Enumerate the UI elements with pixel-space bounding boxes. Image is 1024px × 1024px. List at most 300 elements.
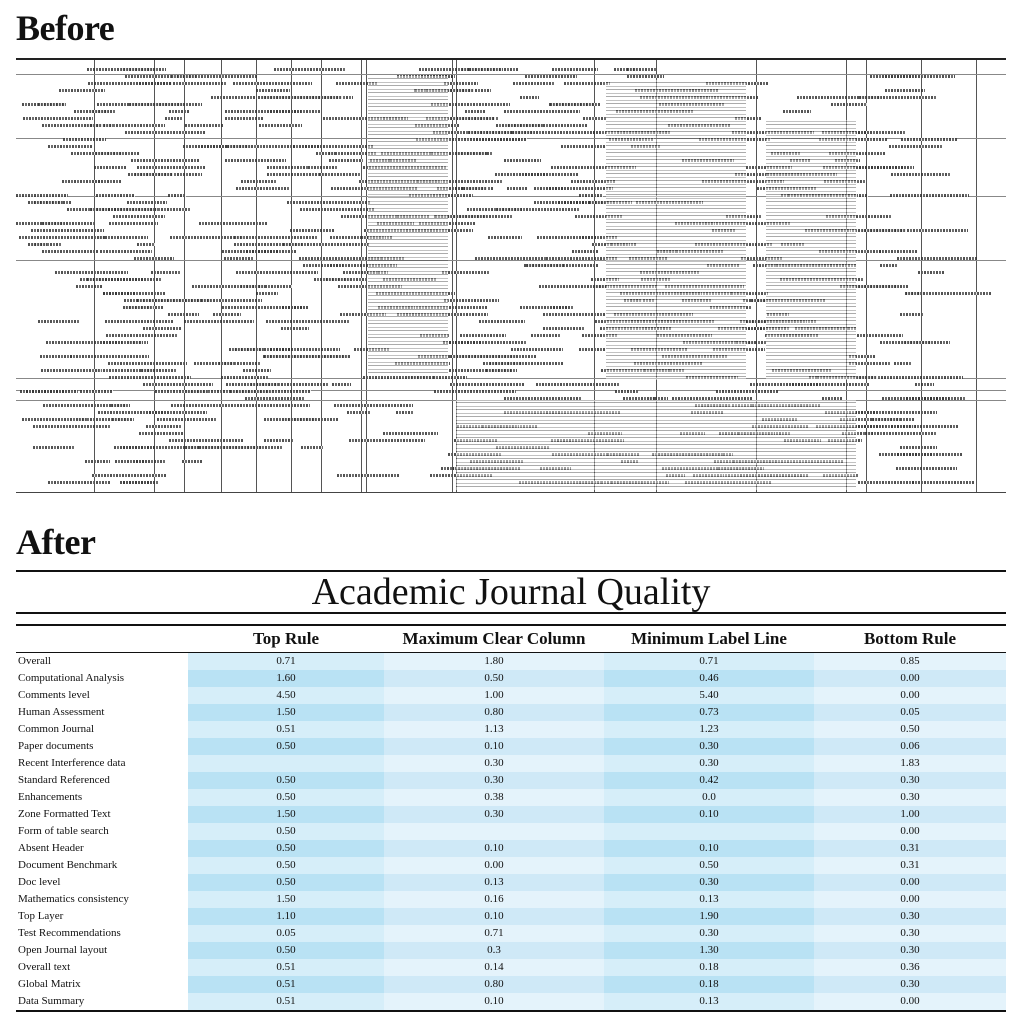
before-text-smudge	[128, 173, 173, 176]
row-label: Overall text	[18, 961, 71, 973]
table-cell: 0.51	[188, 993, 384, 1011]
table-cell: 0.30	[604, 874, 814, 891]
table-cell: 0.16	[384, 891, 604, 908]
before-text-smudge	[211, 96, 256, 99]
table-cell	[188, 755, 384, 772]
before-text-smudge	[918, 271, 944, 274]
table-cell: 0.51	[188, 959, 384, 976]
before-text-smudge	[38, 103, 66, 106]
table-cell: 0.50	[188, 942, 384, 959]
before-text-smudge	[465, 110, 486, 113]
before-text-smudge	[308, 166, 337, 169]
table-row	[16, 653, 1006, 671]
before-text-smudge	[151, 271, 180, 274]
before-dense-text-block	[766, 120, 856, 380]
before-scanned-table	[16, 58, 1006, 493]
before-text-smudge	[897, 257, 977, 260]
before-text-smudge	[230, 390, 311, 393]
before-text-smudge	[890, 194, 969, 197]
table-cell: 0.71	[604, 653, 814, 671]
before-text-smudge	[134, 257, 174, 260]
table-cell: 0.50	[188, 789, 384, 806]
before-text-smudge	[347, 411, 370, 414]
table-cell: 0.13	[384, 874, 604, 891]
before-dense-text-block	[368, 76, 448, 376]
before-text-smudge	[483, 362, 564, 365]
table-cell: 0.10	[384, 993, 604, 1011]
table-cell: 1.10	[188, 908, 384, 925]
before-text-smudge	[572, 250, 598, 253]
table-row	[16, 704, 1006, 721]
table-cell: 0.36	[814, 959, 1006, 976]
before-text-smudge	[256, 292, 278, 295]
before-text-smudge	[62, 180, 104, 183]
before-text-smudge	[267, 173, 325, 176]
before-text-smudge	[274, 68, 346, 71]
before-text-smudge	[103, 341, 143, 344]
before-text-smudge	[259, 124, 302, 127]
table-row	[16, 976, 1006, 993]
before-text-smudge	[136, 460, 166, 463]
before-text-smudge	[221, 376, 268, 379]
before-text-smudge	[240, 404, 310, 407]
before-text-smudge	[513, 82, 554, 85]
row-label: Data Summary	[18, 995, 85, 1007]
before-text-smudge	[905, 292, 991, 295]
before-text-smudge	[583, 117, 607, 120]
before-text-smudge	[915, 383, 934, 386]
before-text-smudge	[872, 418, 900, 421]
before-text-smudge	[59, 89, 105, 92]
table-cell: 0.80	[384, 704, 604, 721]
before-text-smudge	[885, 75, 916, 78]
before-text-smudge	[41, 369, 101, 372]
table-cell: 0.50	[604, 857, 814, 874]
before-text-smudge	[564, 82, 610, 85]
before-row-rule	[16, 260, 1006, 261]
before-text-smudge	[222, 306, 306, 309]
table-cell: 0.50	[188, 874, 384, 891]
before-text-smudge	[33, 425, 110, 428]
before-text-smudge	[266, 320, 349, 323]
before-text-smudge	[912, 481, 975, 484]
before-text-smudge	[894, 362, 912, 365]
before-text-smudge	[283, 243, 370, 246]
table-cell: 0.3	[384, 942, 604, 959]
before-text-smudge	[316, 152, 335, 155]
before-dense-text-block	[606, 80, 746, 380]
before-column-rule	[366, 60, 367, 492]
table-cell: 0.71	[384, 925, 604, 942]
row-label: Doc level	[18, 876, 61, 888]
before-text-smudge	[329, 159, 363, 162]
row-label: Paper documents	[18, 740, 94, 752]
table-row	[16, 738, 1006, 755]
before-text-smudge	[112, 418, 134, 421]
before-text-smudge	[579, 194, 603, 197]
before-text-smudge	[113, 215, 165, 218]
table-cell: 0.46	[604, 670, 814, 687]
table-cell: 0.00	[814, 687, 1006, 704]
before-text-smudge	[224, 257, 254, 260]
before-text-smudge	[123, 446, 154, 449]
table-cell: 0.00	[814, 823, 1006, 840]
table-cell: 1.50	[188, 806, 384, 823]
table-cell: 1.83	[814, 755, 1006, 772]
before-text-smudge	[334, 404, 413, 407]
before-text-smudge	[475, 257, 546, 260]
before-text-smudge	[168, 313, 199, 316]
before-text-smudge	[383, 432, 438, 435]
before-text-smudge	[226, 383, 279, 386]
row-label: Human Assessment	[18, 706, 105, 718]
before-text-smudge	[496, 124, 543, 127]
table-row	[16, 721, 1006, 738]
before-column-rule	[256, 60, 257, 492]
before-text-smudge	[199, 222, 267, 225]
clean-table	[16, 624, 1006, 1012]
before-text-smudge	[168, 194, 186, 197]
table-cell: 4.50	[188, 687, 384, 704]
row-label: Document Benchmark	[18, 859, 118, 871]
before-text-smudge	[94, 166, 126, 169]
before-text-smudge	[123, 481, 159, 484]
before-text-smudge	[885, 89, 925, 92]
before-text-smudge	[550, 103, 600, 106]
before-text-smudge	[194, 362, 235, 365]
before-text-smudge	[131, 159, 199, 162]
before-text-smudge	[184, 320, 254, 323]
table-row	[16, 789, 1006, 806]
row-label: Comments level	[18, 689, 90, 701]
before-text-smudge	[87, 278, 147, 281]
before-text-smudge	[526, 264, 564, 267]
table-cell: 1.80	[384, 653, 604, 671]
table-cell: 1.50	[188, 891, 384, 908]
before-text-smudge	[349, 439, 425, 442]
before-text-smudge	[103, 292, 135, 295]
table-cell: 0.50	[188, 823, 384, 840]
before-text-smudge	[236, 271, 265, 274]
before-text-smudge	[267, 166, 309, 169]
row-label: Open Journal layout	[18, 944, 108, 956]
before-column-rule	[321, 60, 322, 492]
row-label: Mathematics consistency	[18, 893, 129, 905]
before-text-smudge	[281, 327, 309, 330]
before-text-smudge	[213, 313, 241, 316]
before-text-smudge	[171, 75, 257, 78]
before-text-smudge	[146, 425, 181, 428]
before-text-smudge	[26, 390, 67, 393]
table-cell: 0.00	[814, 891, 1006, 908]
table-cell: 0.30	[814, 908, 1006, 925]
before-text-smudge	[363, 376, 436, 379]
before-text-smudge	[450, 383, 525, 386]
table-cell: 0.51	[188, 976, 384, 993]
before-column-rule	[976, 60, 977, 492]
before-text-smudge	[80, 390, 113, 393]
before-text-smudge	[627, 75, 664, 78]
before-dense-text-block	[456, 400, 856, 490]
before-text-smudge	[199, 446, 282, 449]
table-cell: 1.90	[604, 908, 814, 925]
table-row	[16, 891, 1006, 908]
table-cell: 1.23	[604, 721, 814, 738]
table-cell: 0.50	[188, 772, 384, 789]
before-text-smudge	[300, 208, 375, 211]
before-text-smudge	[531, 334, 561, 337]
before-text-smudge	[125, 131, 205, 134]
row-label: Computational Analysis	[18, 672, 125, 684]
before-text-smudge	[900, 313, 923, 316]
before-text-smudge	[149, 411, 207, 414]
table-cell: 0.10	[384, 840, 604, 857]
before-text-smudge	[287, 201, 371, 204]
before-text-smudge	[511, 348, 563, 351]
before-text-smudge	[882, 397, 940, 400]
before-text-smudge	[182, 460, 203, 463]
before-text-smudge	[783, 110, 811, 113]
table-cell: 5.40	[604, 687, 814, 704]
header-blank	[16, 625, 188, 653]
before-text-smudge	[264, 439, 294, 442]
table-cell: 0.30	[814, 925, 1006, 942]
before-text-smudge	[106, 334, 178, 337]
before-text-smudge	[419, 68, 472, 71]
before-text-smudge	[55, 271, 128, 274]
before-text-smudge	[48, 145, 93, 148]
row-label: Enhancements	[18, 791, 83, 803]
before-text-smudge	[92, 474, 166, 477]
before-text-smudge	[615, 390, 638, 393]
before-text-smudge	[100, 250, 152, 253]
table-cell: 0.30	[604, 755, 814, 772]
before-text-smudge	[170, 236, 243, 239]
before-text-smudge	[143, 383, 213, 386]
before-text-smudge	[859, 96, 937, 99]
table-cell: 0.30	[384, 772, 604, 789]
column-header: Bottom Rule	[814, 625, 1006, 653]
table-cell: 0.13	[604, 891, 814, 908]
before-text-smudge	[831, 103, 867, 106]
before-text-smudge	[165, 117, 183, 120]
before-text-smudge	[28, 201, 63, 204]
table-cell: 0.00	[384, 857, 604, 874]
before-text-smudge	[157, 418, 216, 421]
column-header: Top Rule	[188, 625, 384, 653]
before-text-smudge	[155, 390, 208, 393]
before-text-smudge	[853, 166, 914, 169]
before-text-smudge	[561, 145, 606, 148]
before-text-smudge	[337, 474, 399, 477]
after-heading: After	[16, 522, 96, 562]
table-cell: 0.31	[814, 857, 1006, 874]
before-text-smudge	[48, 481, 110, 484]
table-row	[16, 772, 1006, 789]
before-text-smudge	[264, 418, 338, 421]
before-text-smudge	[865, 432, 936, 435]
table-cell: 0.30	[814, 789, 1006, 806]
before-text-smudge	[246, 250, 297, 253]
before-text-smudge	[880, 264, 898, 267]
before-text-smudge	[99, 236, 148, 239]
before-text-smudge	[127, 201, 167, 204]
before-text-smudge	[858, 481, 914, 484]
before-text-smudge	[28, 243, 47, 246]
before-text-smudge	[525, 75, 577, 78]
table-row	[16, 670, 1006, 687]
before-text-smudge	[229, 348, 264, 351]
before-text-smudge	[460, 334, 506, 337]
row-label: Recent Interference data	[18, 757, 126, 769]
table-cell: 0.06	[814, 738, 1006, 755]
table-cell: 0.10	[604, 806, 814, 823]
table-cell: 0.50	[188, 857, 384, 874]
before-text-smudge	[42, 250, 99, 253]
table-cell: 1.60	[188, 670, 384, 687]
before-text-smudge	[141, 369, 177, 372]
before-text-smudge	[543, 327, 584, 330]
table-cell: 0.50	[188, 840, 384, 857]
before-text-smudge	[87, 68, 166, 71]
before-heading: Before	[16, 8, 115, 48]
table-cell: 0.10	[604, 840, 814, 857]
before-text-smudge	[225, 159, 286, 162]
table-row	[16, 687, 1006, 704]
before-text-smudge	[507, 187, 528, 190]
before-text-smudge	[33, 446, 74, 449]
before-text-smudge	[123, 306, 153, 309]
table-row	[16, 959, 1006, 976]
before-text-smudge	[579, 348, 606, 351]
before-text-smudge	[469, 68, 503, 71]
before-text-smudge	[552, 68, 598, 71]
before-text-smudge	[543, 313, 605, 316]
before-text-smudge	[889, 145, 943, 148]
table-row	[16, 925, 1006, 942]
before-text-smudge	[76, 285, 102, 288]
table-cell: 0.30	[604, 925, 814, 942]
before-text-smudge	[450, 355, 536, 358]
table-cell: 0.30	[814, 942, 1006, 959]
before-text-smudge	[396, 411, 414, 414]
before-text-smudge	[105, 320, 174, 323]
before-text-smudge	[750, 383, 821, 386]
before-text-smudge	[496, 208, 580, 211]
row-label: Zone Formatted Text	[18, 808, 111, 820]
before-text-smudge	[504, 159, 541, 162]
before-text-smudge	[479, 320, 525, 323]
before-text-smudge	[185, 124, 224, 127]
column-header: Maximum Clear Column	[384, 625, 604, 653]
before-text-smudge	[486, 369, 517, 372]
table-cell: 0.18	[604, 959, 814, 976]
before-text-smudge	[85, 460, 110, 463]
before-text-smudge	[74, 110, 116, 113]
before-text-smudge	[901, 138, 957, 141]
before-text-smudge	[539, 285, 609, 288]
before-text-smudge	[227, 145, 296, 148]
table-cell: 0.30	[814, 772, 1006, 789]
before-text-smudge	[108, 208, 154, 211]
before-text-smudge	[716, 390, 778, 393]
before-text-smudge	[332, 383, 351, 386]
table-cell: 0.50	[384, 670, 604, 687]
before-text-smudge	[171, 404, 242, 407]
before-text-smudge	[225, 117, 263, 120]
before-text-smudge	[40, 355, 72, 358]
table-cell: 0.51	[188, 721, 384, 738]
row-label: Absent Header	[18, 842, 84, 854]
table-row	[16, 993, 1006, 1011]
table-row	[16, 908, 1006, 925]
before-text-smudge	[139, 432, 183, 435]
before-text-smudge	[129, 103, 202, 106]
table-cell: 0.38	[384, 789, 604, 806]
before-text-smudge	[266, 271, 318, 274]
before-text-smudge	[264, 355, 351, 358]
before-text-smudge	[857, 334, 903, 337]
before-text-smudge	[233, 82, 312, 85]
before-text-smudge	[19, 236, 105, 239]
before-text-smudge	[891, 173, 951, 176]
before-text-smudge	[520, 96, 539, 99]
table-row	[16, 755, 1006, 772]
before-text-smudge	[434, 390, 516, 393]
before-text-smudge	[880, 341, 950, 344]
before-text-smudge	[243, 369, 271, 372]
table-cell: 1.00	[384, 687, 604, 704]
table-cell: 0.50	[188, 738, 384, 755]
before-text-smudge	[512, 131, 599, 134]
before-text-smudge	[96, 194, 135, 197]
row-label: Test Recommendations	[18, 927, 121, 939]
before-text-smudge	[488, 236, 522, 239]
header-row	[16, 625, 1006, 653]
before-text-smudge	[301, 446, 323, 449]
table-cell: 0.00	[814, 670, 1006, 687]
before-text-smudge	[433, 376, 467, 379]
before-text-smudge	[290, 229, 335, 232]
before-text-smudge	[201, 299, 262, 302]
before-text-smudge	[443, 341, 481, 344]
before-text-smudge	[169, 439, 244, 442]
table-cell: 0.13	[604, 993, 814, 1011]
table-cell: 0.30	[814, 976, 1006, 993]
before-text-smudge	[627, 68, 656, 71]
table-row	[16, 806, 1006, 823]
before-text-smudge	[908, 425, 958, 428]
before-text-smudge	[236, 187, 290, 190]
before-text-smudge	[442, 271, 490, 274]
before-text-smudge	[234, 236, 318, 239]
table-cell: 0.85	[814, 653, 1006, 671]
before-text-smudge	[143, 327, 181, 330]
before-text-smudge	[192, 285, 265, 288]
table-cell	[384, 823, 604, 840]
before-text-smudge	[900, 446, 937, 449]
table-cell: 0.18	[604, 976, 814, 993]
table-cell: 0.14	[384, 959, 604, 976]
before-text-smudge	[549, 187, 613, 190]
table-title: Academic Journal Quality	[16, 570, 1006, 614]
before-text-smudge	[258, 96, 342, 99]
before-text-smudge	[125, 75, 174, 78]
before-text-smudge	[270, 110, 322, 113]
before-text-smudge	[109, 222, 158, 225]
before-text-smudge	[879, 453, 920, 456]
row-label: Form of table search	[18, 825, 109, 837]
